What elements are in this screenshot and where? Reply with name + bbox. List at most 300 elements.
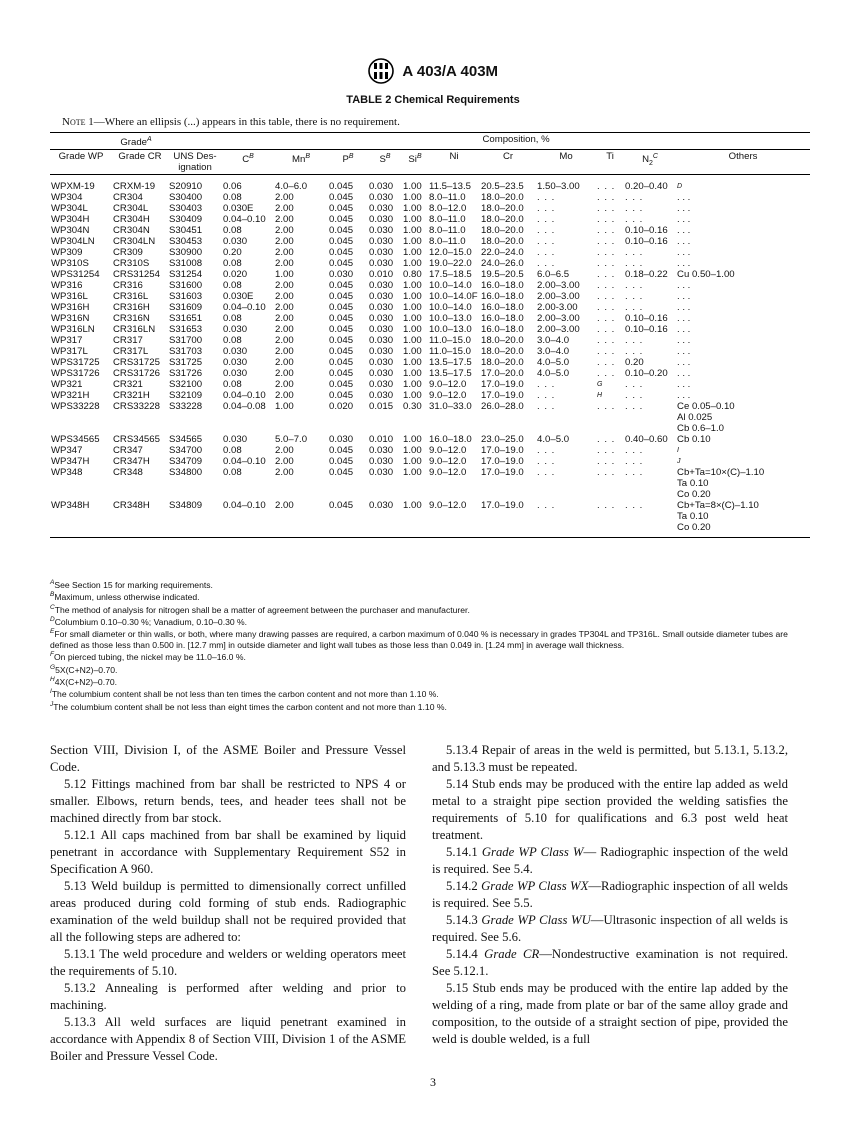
cell-cr-pct: 18.0–20.0 <box>481 346 524 358</box>
footnote <box>50 603 812 615</box>
cell-si: 1.00 <box>403 181 422 193</box>
cell-mn: 5.0–7.0 <box>275 434 308 446</box>
cell-ti: . . . <box>597 181 616 193</box>
cell-ti: . . . <box>597 456 616 468</box>
column-header-label: UNS Des- ignation <box>173 151 217 174</box>
cell-n2: . . . <box>625 335 644 347</box>
column-header-sup: B <box>348 153 354 161</box>
cell-ni: 8.0–12.0 <box>429 203 467 215</box>
cell-uns: S20910 <box>169 181 203 193</box>
cell-p: 0.045 <box>329 302 354 314</box>
cell-mn: 2.00 <box>275 291 294 303</box>
cell-mo: . . . <box>537 379 556 391</box>
cell-p: 0.045 <box>328 500 368 538</box>
cell-wp: WPS33228 <box>51 401 100 413</box>
cell-n2: . . . <box>625 302 644 314</box>
cell-n2: . . . <box>625 258 644 270</box>
cell-ni: 11.5–13.5 <box>429 181 471 193</box>
cell-mn: 2.00 <box>275 236 294 248</box>
others-line: . . . <box>677 313 691 325</box>
cell-cr: CR304L <box>113 203 149 215</box>
chemical-requirements-table-wrapper <box>50 132 810 538</box>
paragraph-text: Section VIII, Division I, of the ASME Boiler and Pressure Vessel Code. <box>50 743 406 774</box>
footnote-mark: B <box>50 591 55 599</box>
footnote-mark: J <box>50 700 54 708</box>
body-paragraph <box>432 776 788 844</box>
others-line: Co 0.20 <box>677 522 711 534</box>
cell-wp: WPS31254 <box>51 269 100 281</box>
cell-c: 0.030 <box>223 368 248 380</box>
cell-ti: . . . <box>596 500 624 538</box>
cell-cr: CR348 <box>113 467 143 479</box>
cell-p: 0.045 <box>329 379 354 391</box>
cell-n2: . . . <box>625 203 644 215</box>
cell-p: 0.045 <box>329 445 354 457</box>
others-line: . . . <box>677 225 691 237</box>
cell-ti: . . . <box>597 247 616 259</box>
cell-s: 0.030 <box>369 192 394 204</box>
cell-others <box>676 368 810 379</box>
cell-uns: S31725 <box>169 357 203 369</box>
cell-ni: 11.0–15.0 <box>429 346 471 358</box>
cell-wp: WPXM-19 <box>51 181 95 193</box>
cell-s: 0.030 <box>369 302 394 314</box>
cell-cr-pct: 17.0–20.0 <box>481 368 524 380</box>
cell-s: 0.030 <box>369 280 394 292</box>
cell-wp: WP321 <box>51 379 83 391</box>
cell-c: 0.20 <box>223 247 242 259</box>
cell-uns: S32109 <box>169 390 203 402</box>
cell-ti: . . . <box>597 214 616 226</box>
footnote-text: The columbium content shall be not less than eight times the carbon content and not more than 1.10 %. <box>53 701 447 712</box>
footnote <box>50 650 812 662</box>
cell-ni: 9.0–12.0 <box>429 390 467 402</box>
cell-uns: S30409 <box>169 214 203 226</box>
column-header <box>50 150 112 175</box>
cell-cr-pct: 18.0–20.0 <box>481 203 524 215</box>
others-line: . . . <box>677 258 691 270</box>
table-row <box>50 236 810 247</box>
cell-ni: 10.0–14.0 <box>429 302 472 314</box>
cell-others <box>676 313 810 324</box>
cell-cr: CR316L <box>113 291 149 303</box>
cell-c: 0.04–0.08 <box>223 401 266 413</box>
cell-c: 0.020 <box>223 269 248 281</box>
cell-cr: CR316 <box>113 280 143 292</box>
cell-uns: S31726 <box>169 368 203 380</box>
column-header <box>402 150 428 175</box>
cell-wp: WP321H <box>51 390 90 402</box>
cell-cr: CR304LN <box>113 236 156 248</box>
paragraph-heading: Grade CR <box>484 947 540 961</box>
column-header-sup: B <box>416 153 422 161</box>
cell-wp: WP348H <box>50 500 112 538</box>
cell-mo: . . . <box>537 225 556 237</box>
cell-n2: . . . <box>625 346 644 358</box>
paragraph-number: 5.14.2 <box>446 879 478 893</box>
table-row <box>50 203 810 214</box>
cell-mn: 2.00 <box>275 456 294 468</box>
cell-c: 0.08 <box>223 445 242 457</box>
cell-mn: 2.00 <box>274 500 328 538</box>
others-line: . . . <box>677 192 691 204</box>
cell-ti: . . . <box>597 445 616 457</box>
cell-mn: 2.00 <box>275 390 294 402</box>
cell-uns: S30400 <box>169 192 203 204</box>
cell-s: 0.030 <box>369 467 394 479</box>
others-line: . . . <box>677 236 691 248</box>
cell-p: 0.045 <box>329 247 354 259</box>
cell-cr-pct: 16.0–18.0 <box>481 313 524 325</box>
cell-c: 0.06 <box>223 181 242 193</box>
cell-ni: 11.0–15.0 <box>429 335 471 347</box>
cell-mn: 2.00 <box>275 280 294 292</box>
cell-s: 0.030 <box>369 379 394 391</box>
cell-cr-pct: 16.0–18.0 <box>481 324 524 336</box>
cell-cr-pct: 17.0–19.0 <box>481 390 524 402</box>
column-header-sup: C <box>652 153 658 161</box>
table-body <box>50 175 810 538</box>
composition-group-header: Composition, % <box>222 133 810 150</box>
cell-others <box>676 357 810 368</box>
cell-cr: CRS31254 <box>113 269 160 281</box>
cell-uns: S31254 <box>169 269 203 281</box>
cell-n2: 0.20–0.40 <box>625 181 668 193</box>
note-text: —Where an ellipsis (...) appears in this table, there is no requirement. <box>93 116 400 128</box>
cell-mo: 1.50–3.00 <box>537 181 580 193</box>
cell-c: 0.08 <box>223 379 242 391</box>
table-title: TABLE 2 Chemical Requirements <box>346 94 520 106</box>
cell-others <box>676 225 810 236</box>
table-row <box>50 247 810 258</box>
footnote <box>50 627 812 650</box>
footnote-text: Maximum, unless otherwise indicated. <box>54 592 200 603</box>
cell-si: 1.00 <box>403 225 422 237</box>
cell-wp: WP310S <box>51 258 89 270</box>
cell-mn: 2.00 <box>275 467 294 479</box>
column-header <box>596 150 624 175</box>
cell-n2: 0.10–0.16 <box>625 313 668 325</box>
cell-mn: 2.00 <box>275 324 294 336</box>
column-header-label: S <box>379 154 386 166</box>
cell-cr-pct: 18.0–20.0 <box>481 335 524 347</box>
body-paragraph <box>432 844 788 878</box>
cell-mo: . . . <box>537 247 556 259</box>
cell-p: 0.045 <box>329 467 354 479</box>
cell-wp: WPS31726 <box>51 368 100 380</box>
cell-mn: 2.00 <box>275 214 294 226</box>
cell-si: 1.00 <box>403 379 422 391</box>
cell-others <box>676 324 810 335</box>
others-line: Cu 0.50–1.00 <box>677 269 735 281</box>
cell-mn: 2.00 <box>275 302 294 314</box>
cell-s: 0.030 <box>369 214 394 226</box>
body-paragraph <box>432 980 788 1048</box>
cell-others <box>676 346 810 357</box>
cell-ti: . . . <box>597 258 616 270</box>
cell-mn: 2.00 <box>275 445 294 457</box>
paragraph-text: 5.15 Stub ends may be produced with the entire lap added by the welding of a ring, made from plate or bar of the same alloy grade and composition, to the outside of a straight section of pipe, provided the weld is double welded, is a full <box>432 981 788 1046</box>
cell-cr: CR317 <box>113 335 143 347</box>
cell-cr-pct: 24.0–26.0 <box>481 258 524 270</box>
cell-mo: . . . <box>537 390 556 402</box>
footnote-mark: F <box>50 651 54 659</box>
cell-n2: . . . <box>625 280 644 292</box>
cell-ni: 9.0–12.0 <box>428 500 480 538</box>
cell-cr-pct: 16.0–18.0 <box>481 291 524 303</box>
cell-cr-pct: 18.0–20.0 <box>481 225 524 237</box>
cell-uns: S34700 <box>169 445 203 457</box>
cell-mn: 2.00 <box>275 203 294 215</box>
cell-c: 0.030 <box>223 357 248 369</box>
cell-mn: 2.00 <box>275 346 294 358</box>
paragraph-text: — Radiographic inspection of the weld is required. See 5.4. <box>432 845 788 876</box>
cell-si: 0.80 <box>403 269 422 281</box>
cell-s: 0.030 <box>369 236 394 248</box>
cell-others <box>676 445 810 456</box>
cell-ti: . . . <box>597 313 616 325</box>
cell-uns: S31603 <box>169 291 203 303</box>
cell-n2: . . . <box>625 401 644 413</box>
table-row <box>50 302 810 313</box>
cell-s: 0.010 <box>369 269 394 281</box>
footnote-text: 5X(C+N2)–0.70. <box>55 664 118 675</box>
cell-cr-pct: 26.0–28.0 <box>481 401 524 413</box>
cell-si: 1.00 <box>403 291 422 303</box>
paragraph-text: 5.14 Stub ends may be produced with the entire lap added as weld metal to a straight pipe section provided the welding satisfies the requirements of 5.10 for qualifications and 6.3 post weld heat treatment. <box>432 777 788 842</box>
cell-uns: S30451 <box>169 225 203 237</box>
cell-si: 1.00 <box>403 236 422 248</box>
cell-mo: . . . <box>537 445 556 457</box>
cell-mn: 1.00 <box>275 401 294 413</box>
body-column-left <box>50 742 406 1065</box>
footnote-text: For small diameter or thin walls, or both, where many drawing passes are required, a carbon maximum of 0.040 % is necessary in grades TP304L and TP316L. Small outside diameter tubes are defined as those less than 0.500 in. [12.7 mm] in outside diameter and light wall tubes as those less than 0.049 in. [1.24 mm] in average wall thickness. <box>50 629 788 650</box>
paragraph-text: 5.13.4 Repair of areas in the weld is permitted, but 5.13.1, 5.13.2, and 5.13.3 must be repeated. <box>432 743 788 774</box>
cell-wp: WPS34565 <box>51 434 100 446</box>
paragraph-text: 5.12 Fittings machined from bar shall be restricted to NPS 4 or smaller. Elbows, return bends, tees, and header tees shall not be machined directly from bar stock. <box>50 777 406 825</box>
cell-others <box>676 269 810 280</box>
column-header-label: Si <box>408 154 417 166</box>
table-row <box>50 225 810 236</box>
cell-cr-pct: 16.0–18.0 <box>481 280 524 292</box>
cell-others <box>676 335 810 346</box>
table-row <box>50 401 810 434</box>
others-line: . . . <box>677 390 691 402</box>
body-column-right <box>432 742 788 1048</box>
cell-ni: 19.0–22.0 <box>429 258 472 270</box>
cell-wp: WP304LN <box>51 236 95 248</box>
cell-mn: 1.00 <box>275 269 294 281</box>
cell-uns: S31700 <box>169 335 203 347</box>
cell-c: 0.08 <box>223 192 242 204</box>
cell-si: 1.00 <box>403 324 422 336</box>
cell-cr: CR347H <box>113 456 150 468</box>
cell-ni: 9.0–12.0 <box>429 379 467 391</box>
cell-s: 0.030 <box>369 291 394 303</box>
cell-s: 0.030 <box>368 500 402 538</box>
cell-cr: CRS33228 <box>113 401 160 413</box>
cell-mo: 4.0–5.0 <box>537 434 570 446</box>
paragraph-heading: Grade WP Class WX <box>481 879 589 893</box>
column-header <box>624 150 676 175</box>
cell-others <box>676 175 810 193</box>
cell-ti: G <box>597 381 603 389</box>
cell-si: 1.00 <box>403 203 422 215</box>
cell-ti: H <box>597 392 603 400</box>
column-header-label: N <box>642 154 649 166</box>
column-header <box>428 150 480 175</box>
cell-uns: S34800 <box>169 467 203 479</box>
cell-others <box>676 203 810 214</box>
others-line: Cb 0.6–1.0 <box>677 423 724 435</box>
cell-ni: 10.0–14.0 <box>429 280 472 292</box>
cell-cr: CRS31725 <box>113 357 160 369</box>
page-header <box>0 58 866 84</box>
footnote-mark: G <box>50 663 56 671</box>
column-header-label: Cr <box>502 151 514 163</box>
cell-others <box>676 456 810 467</box>
astm-logo-icon <box>368 58 394 84</box>
others-line: . . . <box>677 203 691 215</box>
cell-others <box>676 500 810 538</box>
table-row <box>50 456 810 467</box>
cell-others <box>676 390 810 401</box>
cell-cr-pct: 17.0–19.0 <box>481 379 524 391</box>
table-row <box>50 291 810 302</box>
cell-cr: CR316LN <box>113 324 156 336</box>
table-row <box>50 467 810 500</box>
paragraph-text: 5.13.2 Annealing is performed after welding and prior to machining. <box>50 981 406 1012</box>
cell-p: 0.045 <box>329 291 354 303</box>
cell-ni: 8.0–11.0 <box>429 236 466 248</box>
paragraph-text: 5.13.3 All weld surfaces are liquid penetrant examined in accordance with Appendix 8 of Section VIII, Division 1 of the ASME Boiler and Pressure Vessel Code. <box>50 1015 406 1063</box>
cell-ni: 10.0–13.0 <box>429 313 472 325</box>
cell-ni: 17.5–18.5 <box>429 269 472 281</box>
cell-ti: . . . <box>597 368 616 380</box>
cell-ti: . . . <box>597 467 616 479</box>
cell-c: 0.08 <box>223 258 242 270</box>
cell-n2: . . . <box>625 445 644 457</box>
cell-cr: CRXM-19 <box>113 181 156 193</box>
cell-si: 1.00 <box>403 280 422 292</box>
cell-uns: S31609 <box>169 302 203 314</box>
cell-si: 1.00 <box>403 335 422 347</box>
cell-ni: 9.0–12.0 <box>429 456 467 468</box>
cell-si: 1.00 <box>403 445 422 457</box>
cell-n2: . . . <box>625 214 644 226</box>
cell-cr: CRS34565 <box>113 434 160 446</box>
cell-s: 0.030 <box>369 368 394 380</box>
cell-cr-pct: 19.5–20.5 <box>481 269 524 281</box>
column-header <box>112 150 168 175</box>
cell-cr: CR321H <box>113 390 150 402</box>
cell-others <box>676 401 810 434</box>
cell-c: 0.030E <box>223 203 254 215</box>
cell-wp: WP347H <box>51 456 90 468</box>
table-note <box>62 116 400 128</box>
cell-si: 1.00 <box>403 258 422 270</box>
cell-mo: 2.00–3.00 <box>537 324 580 336</box>
cell-p: 0.045 <box>329 258 354 270</box>
cell-cr: CR321 <box>113 379 143 391</box>
cell-ni: 31.0–33.0 <box>429 401 472 413</box>
cell-others <box>676 236 810 247</box>
paragraph-text: —Radiographic inspection of all welds is required. See 5.5. <box>432 879 788 910</box>
cell-wp: WP316L <box>51 291 88 303</box>
paragraph-text: —Ultrasonic inspection of all welds is required. See 5.6. <box>432 913 788 944</box>
cell-cr: CR304H <box>113 214 150 226</box>
cell-mo: . . . <box>537 401 556 413</box>
footnote-mark: A <box>50 579 55 586</box>
cell-c: 0.04–0.10 <box>223 214 266 226</box>
table-row <box>50 357 810 368</box>
cell-ni: 8.0–11.0 <box>429 214 466 226</box>
cell-c: 0.030 <box>223 346 248 358</box>
column-header-label: Mn <box>292 154 306 166</box>
table-row <box>50 192 810 203</box>
table-row <box>50 214 810 225</box>
cell-p: 0.020 <box>329 401 354 413</box>
cell-c: 0.08 <box>223 225 242 237</box>
cell-s: 0.030 <box>369 324 394 336</box>
cell-cr-pct: 17.0–19.0 <box>481 467 524 479</box>
cell-ni: 8.0–11.0 <box>429 225 466 237</box>
cell-mo: 4.0–5.0 <box>537 368 570 380</box>
cell-n2: . . . <box>625 379 644 391</box>
cell-mn: 2.00 <box>275 225 294 237</box>
footnote <box>50 700 812 712</box>
cell-wp: WP348 <box>51 467 83 479</box>
column-header-sub: 2 <box>649 160 653 168</box>
body-paragraph <box>50 878 406 946</box>
column-header-label: Others <box>728 151 758 163</box>
others-line: . . . <box>677 302 691 314</box>
cell-uns: S30453 <box>169 236 203 248</box>
table-row <box>50 500 810 538</box>
cell-uns: S31008 <box>169 258 203 270</box>
paragraph-number: 5.14.4 <box>446 947 478 961</box>
document-id: A 403/A 403M <box>402 62 499 80</box>
cell-ti: . . . <box>597 401 616 413</box>
cell-s: 0.030 <box>369 203 394 215</box>
column-header <box>328 150 368 175</box>
table-row <box>50 445 810 456</box>
cell-p: 0.045 <box>329 313 354 325</box>
body-paragraph <box>432 912 788 946</box>
cell-ni: 13.5–17.5 <box>429 357 472 369</box>
cell-wp: WP316LN <box>51 324 95 336</box>
cell-mn: 2.00 <box>275 192 294 204</box>
footnote <box>50 615 812 627</box>
cell-c: 0.04–0.10 <box>223 302 266 314</box>
table-row <box>50 258 810 269</box>
cell-others <box>676 280 810 291</box>
cell-ti: . . . <box>597 225 616 237</box>
cell-ni: 13.5–17.5 <box>429 368 472 380</box>
cell-mo: . . . <box>537 258 556 270</box>
cell-n2: . . . <box>625 291 644 303</box>
cell-c: 0.08 <box>223 313 242 325</box>
cell-n2: 0.40–0.60 <box>625 434 668 446</box>
table-row <box>50 313 810 324</box>
column-header <box>536 150 596 175</box>
cell-p: 0.030 <box>329 434 354 446</box>
cell-ni: 10.0–13.0 <box>429 324 472 336</box>
cell-p: 0.045 <box>329 181 354 193</box>
cell-wp: WP304L <box>51 203 88 215</box>
cell-cr: CR347 <box>113 445 143 457</box>
cell-others <box>676 379 810 390</box>
